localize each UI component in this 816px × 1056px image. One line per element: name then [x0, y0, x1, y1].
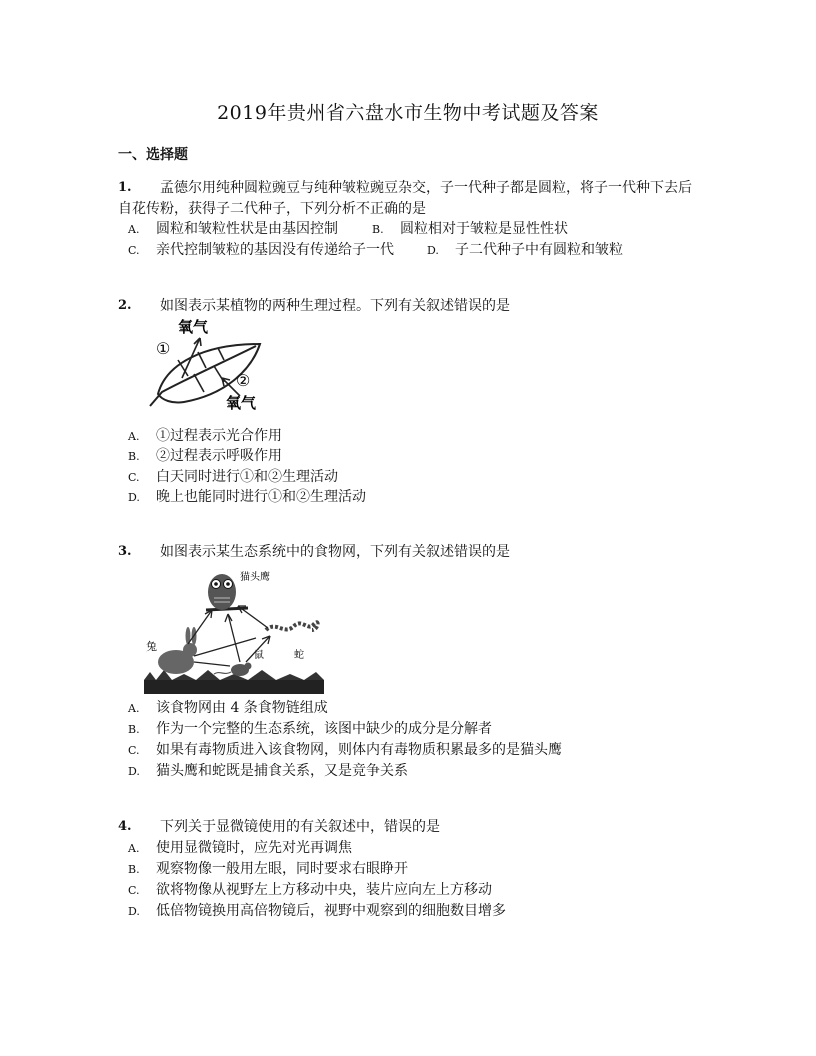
option-letter: A. [128, 223, 140, 236]
option-text: 圆粒和皱粒性状是由基因控制 [156, 221, 338, 237]
option-b[interactable] [372, 218, 568, 238]
option-text: 亲代控制皱粒的基因没有传递给子一代 [156, 242, 394, 258]
option-letter: A. [128, 702, 140, 715]
option-letter: B. [128, 723, 140, 736]
question-number: 2. [118, 298, 132, 313]
option-b[interactable] [128, 858, 408, 878]
option-letter: A. [128, 842, 140, 855]
option-text: ①过程表示光合作用 [156, 428, 282, 444]
option-text: 圆粒相对于皱粒是显性性状 [400, 221, 568, 237]
owl-label: 猫头鹰 [240, 572, 270, 583]
option-b[interactable] [128, 445, 282, 465]
option-c[interactable] [128, 879, 492, 899]
option-text: 晚上也能同时进行①和②生理活动 [156, 489, 366, 505]
rabbit-icon [158, 627, 197, 674]
option-c[interactable] [128, 739, 562, 759]
option-text: 作为一个完整的生态系统，该图中缺少的成分是分解者 [156, 721, 492, 737]
option-text: ②过程表示呼吸作用 [156, 448, 282, 464]
option-text: 欲将物像从视野左上方移动中央，装片应向左上方移动 [156, 882, 492, 898]
option-a[interactable] [128, 837, 352, 857]
option-a[interactable] [128, 425, 282, 445]
process-1-mark: ① [156, 339, 171, 358]
option-letter: B. [128, 863, 140, 876]
section-heading: 一、选择题 [118, 147, 188, 163]
option-letter: B. [128, 450, 140, 463]
question-stem: 如图表示某生态系统中的食物网，下列有关叙述错误的是 [160, 544, 510, 560]
question-number: 4. [118, 819, 132, 834]
question-stem: 下列关于显微镜使用的有关叙述中，错误的是 [160, 819, 440, 835]
option-text: 该食物网由 4 条食物链组成 [156, 700, 328, 716]
option-d[interactable] [128, 486, 366, 506]
option-text: 使用显微镜时，应先对光再调焦 [156, 840, 352, 856]
option-text: 白天同时进行①和②生理活动 [156, 469, 338, 485]
option-b[interactable] [128, 718, 492, 738]
question-number: 3. [118, 544, 132, 559]
rabbit-label: 兔 [146, 640, 157, 653]
mouse-label: 鼠 [254, 650, 264, 661]
option-d[interactable] [128, 760, 408, 780]
owl-icon [208, 574, 236, 610]
option-a[interactable] [128, 697, 328, 717]
option-c[interactable] [128, 239, 394, 259]
option-d[interactable] [427, 239, 623, 259]
option-a[interactable] [128, 218, 338, 238]
option-d[interactable] [128, 900, 506, 920]
option-letter: B. [372, 223, 384, 236]
option-text: 低倍物镜换用高倍物镜后，视野中观察到的细胞数目增多 [156, 903, 506, 919]
option-letter: D. [128, 905, 140, 918]
question-stem-line2: 自花传粉，获得子二代种子，下列分析不正确的是 [118, 201, 426, 217]
option-text: 子二代种子中有圆粒和皱粒 [455, 242, 623, 258]
option-c[interactable] [128, 466, 338, 486]
option-letter: C. [128, 471, 140, 484]
snake-label: 蛇 [294, 650, 304, 661]
question-stem-line1: 孟德尔用纯种圆粒豌豆与纯种皱粒豌豆杂交，子一代种子都是圆粒，将子一代种下去后 [160, 180, 692, 196]
option-letter: A. [128, 430, 140, 443]
top-gas-label: 氧气 [178, 318, 209, 336]
option-text: 猫头鹰和蛇既是捕食关系，又是竞争关系 [156, 763, 408, 779]
question-stem: 如图表示某植物的两种生理过程。下列有关叙述错误的是 [160, 298, 510, 314]
leaf-figure [148, 316, 278, 412]
process-2-mark: ② [236, 371, 251, 390]
question-number: 1. [118, 180, 132, 195]
bottom-gas-label: 氧气 [226, 394, 257, 412]
page-title: 2019年贵州省六盘水市生物中考试题及答案 [217, 102, 599, 124]
food-web-figure [144, 566, 324, 694]
snake-icon [266, 622, 318, 630]
option-text: 观察物像一般用左眼，同时要求右眼睁开 [156, 861, 408, 877]
option-letter: D. [128, 765, 140, 778]
option-letter: C. [128, 744, 140, 757]
option-letter: C. [128, 884, 140, 897]
option-text: 如果有毒物质进入该食物网，则体内有毒物质积累最多的是猫头鹰 [156, 742, 562, 758]
option-letter: D. [427, 244, 439, 257]
option-letter: D. [128, 491, 140, 504]
option-letter: C. [128, 244, 140, 257]
